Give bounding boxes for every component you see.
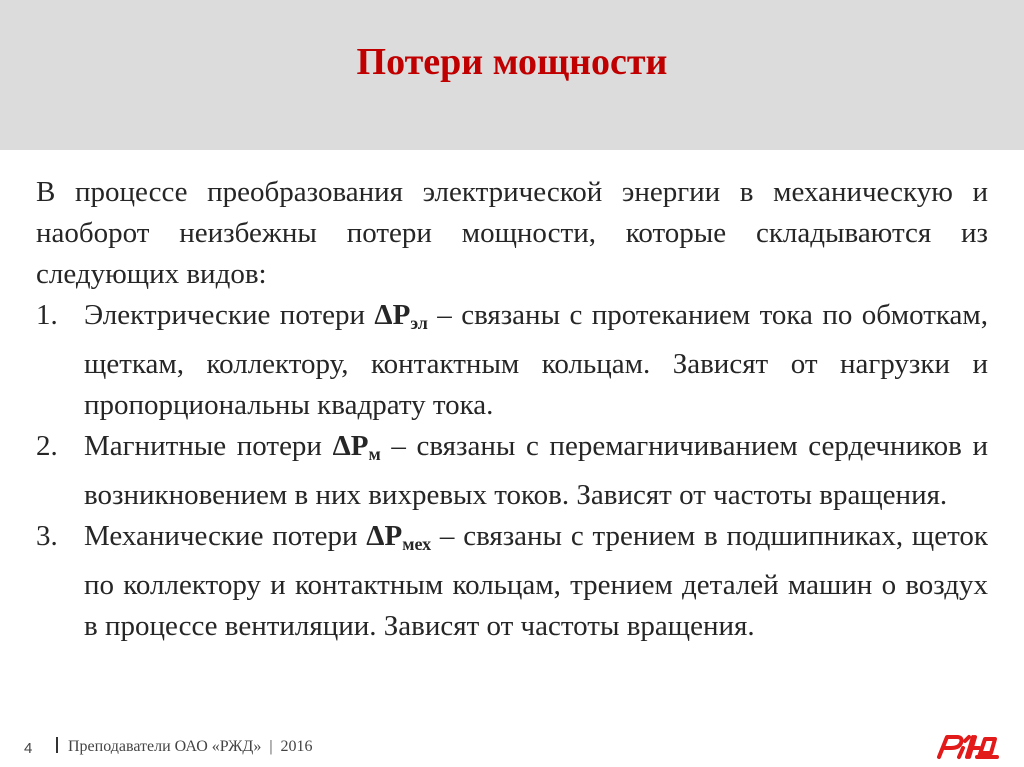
list-item [36,426,988,516]
slide-body [36,172,988,647]
intro-paragraph: В процессе преобразования электрической энергии в механическую и наоборот неизбежны потери мощности, которые складываются из следующих видов: [36,176,988,290]
footer-text: Преподаватели ОАО «РЖД» | 2016 [68,738,313,755]
footer-divider [56,737,58,753]
slide-title: Потери мощности [356,41,668,83]
delta-p-symbol: ΔP [332,430,369,462]
item-description: – связаны с протеканием тока по обмоткам, щеткам, коллектору, контактным кольцам. Зависят от нагрузки и пропорциональны квадрату тока. [84,299,989,421]
page-number: 4 [24,740,33,757]
symbol-subscript: эл [410,313,428,333]
delta-p-symbol: ΔP [374,299,411,331]
delta-p-symbol: ΔP [366,520,403,552]
item-prefix: Механические потери [84,520,367,552]
loss-types-list [36,295,988,647]
rzd-logo-icon [935,731,999,761]
item-prefix: Магнитные потери [84,430,333,462]
symbol-subscript: м [368,444,381,464]
list-item [36,295,988,426]
list-item [36,516,988,647]
item-description: – связаны с перемагничиванием сердечников и возникновением в них вихревых токов. Зависят от частоты вращения. [84,430,988,511]
symbol-subscript: мех [402,534,432,554]
slide-footer [0,725,1024,767]
item-number: 1. [36,299,58,331]
item-description: – связаны с трением в подшипниках, щеток по коллектору и контактным кольцам, трением деталей машин о воздух в процессе вентиляции. Зависят от частоты вращения. [84,520,989,642]
item-prefix: Электрические потери [84,299,375,331]
item-number: 2. [36,430,58,462]
footer-caption [56,737,313,756]
item-number: 3. [36,520,58,552]
